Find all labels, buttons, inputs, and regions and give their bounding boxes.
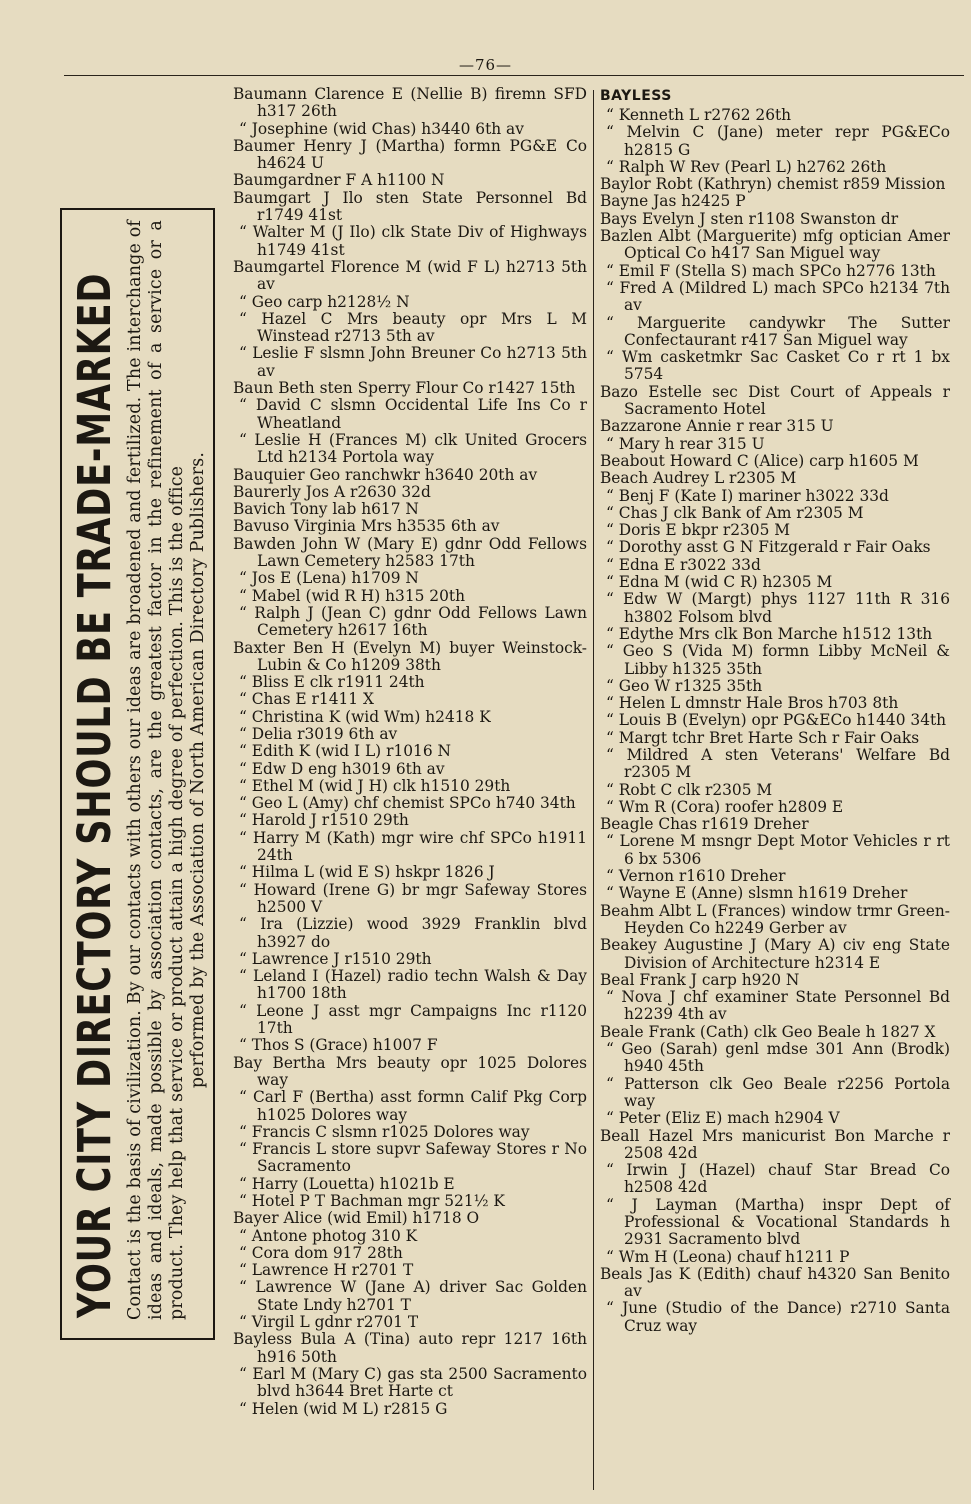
directory-entry: Baumgardner F A h1100 N	[233, 171, 445, 190]
directory-entry: “ Antone photog 310 K	[239, 1226, 418, 1245]
directory-entry: Beale Frank (Cath) clk Geo Beale h 1827 X	[600, 1022, 936, 1041]
directory-entry: “ Wm R (Cora) roofer h2809 E	[606, 797, 844, 816]
directory-entry: “ Leland I (Hazel) radio techn Walsh & Day h1700 18th	[239, 967, 587, 1003]
directory-entry: “ Ralph J (Jean C) gdnr Odd Fellows Lawn Cemetery h2617 16th	[239, 603, 587, 640]
directory-entry: Bazlen Albt (Marguerite) mfg optician Amer Optical Co h417 San Miguel way	[600, 227, 950, 263]
directory-entry: Baumgart J Ilo sten State Personnel Bd r1749 41st	[233, 188, 587, 225]
directory-entry: “ Fred A (Mildred L) mach SPCo h2134 7th av	[606, 278, 950, 315]
directory-entry: Baumgartel Florence M (wid F L) h2713 5th av	[233, 257, 587, 294]
directory-entry: “ Patterson clk Geo Beale r2256 Portola way	[606, 1074, 950, 1110]
directory-entry: Beakey Augustine J (Mary A) civ eng State Division of Architecture h2314 E	[600, 936, 950, 972]
directory-entry: “ Robt C clk r2305 M	[606, 780, 773, 799]
directory-entry: “ Leslie F slsmn John Breuner Co h2713 5th av	[239, 344, 587, 380]
directory-entry: “ Margt tchr Bret Harte Sch r Fair Oaks	[606, 728, 920, 747]
directory-entry: Bawden John W (Mary E) gdnr Odd Fellows Lawn Cemetery h2583 17th	[233, 534, 587, 571]
directory-entry: Baurerly Jos A r2630 32d	[233, 482, 431, 501]
advertisement-headline: YOUR CITY DIRECTORY SHOULD BE TRADE-MARKED	[68, 272, 121, 1318]
directory-entry: Bayne Jas h2425 P	[600, 192, 746, 211]
directory-entry: “ Chas E r1411 X	[239, 690, 374, 709]
directory-entry: Beahm Albt L (Frances) window trmr Green-Heyden Co h2249 Gerber av	[600, 901, 950, 937]
directory-entry: Bayer Alice (wid Emil) h1718 O	[233, 1209, 480, 1228]
directory-entry: “ Vernon r1610 Dreher	[606, 867, 786, 886]
directory-entry: “ Ralph W Rev (Pearl L) h2762 26th	[606, 157, 887, 176]
directory-entry: Beabout Howard C (Alice) carp h1605 M	[600, 451, 919, 470]
directory-entry: Baxter Ben H (Evelyn M) buyer Weinstock-Lubin & Co h1209 38th	[233, 638, 587, 674]
directory-entry: “ Hilma L (wid E S) hskpr 1826 J	[239, 863, 495, 882]
directory-entry: “ Bliss E clk r1911 24th	[239, 673, 425, 692]
directory-entry: Bazo Estelle sec Dist Court of Appeals r Sacramento Hotel	[600, 382, 950, 419]
directory-entry: Baylor Robt (Kathryn) chemist r859 Mission	[600, 175, 946, 194]
directory-entry: “ Mary h rear 315 U	[606, 434, 765, 453]
directory-entry: Beal Frank J carp h920 N	[600, 970, 800, 989]
directory-entry: “ Melvin C (Jane) meter repr PG&ECo h2815 G	[606, 123, 950, 159]
directory-entry: “ Edna M (wid C R) h2305 M	[606, 573, 833, 592]
advertisement-line: interchange of ideas and ideals, made possible by association contacts, are the greatest factor in the refinement	[125, 219, 166, 1320]
advertisement-line: performed by the Association of North American Directory Publishers.	[188, 451, 208, 1089]
advertisement-body	[125, 220, 209, 1320]
directory-entry: Beall Hazel Mrs manicurist Bon Marche r 2508 42d	[600, 1126, 950, 1162]
directory-entry: “ Geo W r1325 35th	[606, 676, 763, 695]
directory-entry: “ Walter M (J Ilo) clk State Div of Highways h1749 41st	[239, 223, 587, 259]
directory-entry: “ Leone J asst mgr Campaigns Inc r1120 17th	[239, 1001, 587, 1038]
directory-entry: Beagle Chas r1619 Dreher	[600, 815, 809, 834]
advertisement-line: of a service or a product. They help that service or product attain a high degree of perfection. This is the office	[146, 220, 187, 1320]
directory-entry: “ Virgil L gdnr r2701 T	[239, 1313, 419, 1332]
page-number: —76—	[458, 56, 513, 74]
directory-entry: “ Wm H (Leona) chauf h1211 P	[606, 1247, 850, 1266]
directory-entry: “ Hazel C Mrs beauty opr Mrs L M Winstead r2713 5th av	[239, 309, 587, 346]
directory-entry: “ Thos S (Grace) h1007 F	[239, 1036, 438, 1055]
directory-entry: “ Chas J clk Bank of Am r2305 M	[606, 503, 864, 522]
directory-entry: “ Geo S (Vida M) formn Libby McNeil & Libby h1325 35th	[606, 642, 950, 678]
directory-entry: “ Francis C slsmn r1025 Dolores way	[239, 1122, 530, 1141]
advertisement-rotated-content	[62, 210, 213, 1338]
directory-entry: “ Leslie H (Frances M) clk United Grocers Ltd h2134 Portola way	[239, 430, 587, 467]
directory-entry: “ Lawrence J r1510 29th	[239, 949, 432, 968]
directory-entry: “ Edna E r3022 33d	[606, 555, 761, 574]
directory-entry: Baun Beth sten Sperry Flour Co r1427 15th	[233, 379, 576, 398]
directory-entry: Bavich Tony lab h617 N	[233, 500, 419, 519]
directory-entry: “ Peter (Eliz E) mach h2904 V	[606, 1109, 840, 1128]
directory-entry: “ Marguerite candywkr The Sutter Confectaurant r417 San Miguel way	[606, 313, 950, 349]
directory-entry: “ Harry M (Kath) mgr wire chf SPCo h1911 24th	[239, 828, 587, 865]
directory-entry: “ Jos E (Lena) h1709 N	[239, 569, 419, 588]
directory-entry: “ Geo carp h2128½ N	[239, 292, 410, 311]
directory-entry: Bays Evelyn J sten r1108 Swanston dr	[600, 209, 899, 228]
directory-entry: “ Lawrence W (Jane A) driver Sac Golden State Lndy h2701 T	[239, 1278, 587, 1314]
directory-entry: “ Dorothy asst G N Fitzgerald r Fair Oaks	[606, 538, 931, 557]
directory-entry: “ Ira (Lizzie) wood 3929 Franklin blvd h3927 do	[239, 915, 587, 951]
directory-entry: “ Doris E bkpr r2305 M	[606, 521, 791, 540]
directory-entry: “ Benj F (Kate I) mariner h3022 33d	[606, 486, 889, 505]
section-heading: BAYLESS	[600, 88, 672, 104]
directory-entry: “ Wm casketmkr Sac Casket Co r rt 1 bx 5754	[606, 348, 950, 384]
directory-entry: “ Mabel (wid R H) h315 20th	[239, 586, 465, 605]
directory-entry: Bauquier Geo ranchwkr h3640 20th av	[233, 465, 538, 484]
directory-entry: “ June (Studio of the Dance) r2710 Santa Cruz way	[606, 1299, 950, 1335]
advertisement-box	[60, 208, 215, 1340]
directory-entry: “ Harry (Louetta) h1021b E	[239, 1174, 455, 1193]
directory-entry: “ Edw D eng h3019 6th av	[239, 759, 445, 778]
directory-entry: Beals Jas K (Edith) chauf h4320 San Benito av	[600, 1264, 950, 1301]
directory-entry: Beach Audrey L r2305 M	[600, 469, 797, 488]
directory-entry: “ Earl M (Mary C) gas sta 2500 Sacramento blvd h3644 Bret Harte ct	[239, 1364, 587, 1401]
directory-entry: “ David C slsmn Occidental Life Ins Co r Wheatland	[239, 396, 587, 432]
directory-entry: “ Josephine (wid Chas) h3440 6th av	[239, 119, 524, 138]
directory-entry: “ Francis L store supvr Safeway Stores r No Sacramento	[239, 1140, 587, 1176]
directory-entry: Bazzarone Annie r rear 315 U	[600, 417, 834, 436]
directory-entry: “ Lawrence H r2701 T	[239, 1261, 414, 1280]
directory-entry: “ Christina K (wid Wm) h2418 K	[239, 707, 491, 726]
directory-entry: “ Helen (wid M L) r2815 G	[239, 1399, 448, 1418]
directory-entry: “ Cora dom 917 28th	[239, 1243, 403, 1262]
directory-entry: “ Ethel M (wid J H) clk h1510 29th	[239, 776, 511, 795]
directory-entry: “ Edythe Mrs clk Bon Marche h1512 13th	[606, 624, 933, 643]
directory-entry: Bavuso Virginia Mrs h3535 6th av	[233, 517, 500, 536]
directory-entry: “ Howard (Irene G) br mgr Safeway Stores h2500 V	[239, 880, 587, 916]
advertisement-line: Contact is the basis of civilization. By our contacts with others our ideas are broadened and fertilized. The	[125, 357, 145, 1320]
directory-column-left	[233, 86, 587, 1418]
directory-entry: “ Wayne E (Anne) slsmn h1619 Dreher	[606, 884, 908, 903]
directory-entry: “ Emil F (Stella S) mach SPCo h2776 13th	[606, 261, 936, 280]
directory-entry: “ J Layman (Martha) inspr Dept of Professional & Vocational Standards h 2931 Sacramento blvd	[606, 1195, 950, 1249]
directory-entry: “ Louis B (Evelyn) opr PG&ECo h1440 34th	[606, 711, 947, 730]
header-rule	[64, 75, 964, 76]
directory-entry: “ Geo (Sarah) genl mdse 301 Ann (Brodk) h940 45th	[606, 1040, 950, 1076]
directory-entry: “ Harold J r1510 29th	[239, 811, 409, 830]
directory-entry: Baumer Henry J (Martha) formn PG&E Co h4624 U	[233, 136, 587, 173]
directory-entry: “ Kenneth L r2762 26th	[606, 106, 792, 124]
directory-entry: Bay Bertha Mrs beauty opr 1025 Dolores way	[233, 1053, 587, 1089]
directory-entry: Bayless Bula A (Tina) auto repr 1217 16th h916 50th	[233, 1330, 587, 1366]
directory-entry: “ Helen L dmnstr Hale Bros h703 8th	[606, 694, 899, 713]
directory-entry: “ Edw W (Margt) phys 1127 11th R 316 h3802 Folsom blvd	[606, 590, 950, 626]
directory-entry: “ Irwin J (Hazel) chauf Star Bread Co h2508 42d	[606, 1161, 950, 1197]
directory-entry: “ Nova J chf examiner State Personnel Bd h2239 4th av	[606, 988, 950, 1024]
directory-entry: Baumann Clarence E (Nellie B) firemn SFD h317 26th	[233, 85, 587, 121]
directory-entry: “ Lorene M msngr Dept Motor Vehicles r rt 6 bx 5306	[606, 832, 950, 868]
directory-entry: “ Geo L (Amy) chf chemist SPCo h740 34th	[239, 794, 576, 813]
directory-entry: “ Delia r3019 6th av	[239, 724, 398, 743]
directory-entry: “ Hotel P T Bachman mgr 521½ K	[239, 1192, 505, 1210]
directory-entry: “ Carl F (Bertha) asst formn Calif Pkg Corp h1025 Dolores way	[239, 1088, 587, 1124]
directory-entry: “ Mildred A sten Veterans' Welfare Bd r2305 M	[606, 745, 950, 782]
directory-column-right	[600, 86, 950, 1335]
directory-entry: “ Edith K (wid I L) r1016 N	[239, 742, 451, 761]
column-divider	[593, 90, 594, 1490]
